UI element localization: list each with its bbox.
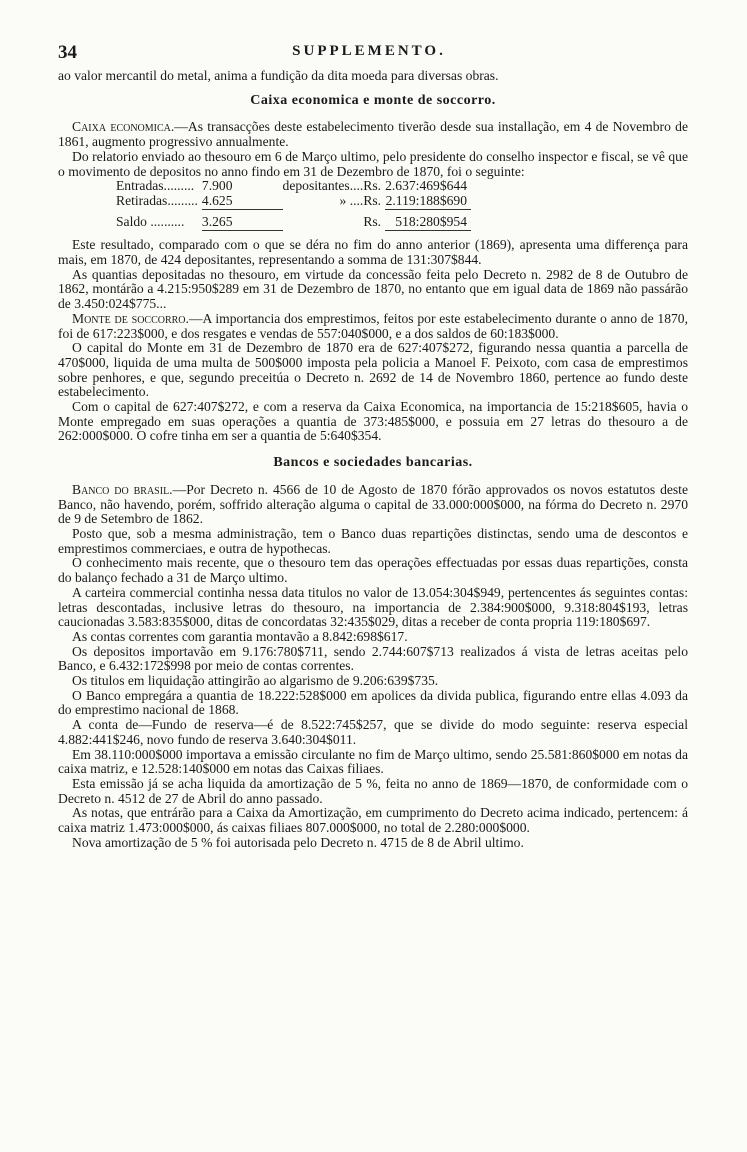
row-unit: » ....Rs. [339, 193, 382, 209]
paragraph-banco-13: Nova amortização de 5 % foi autorisada pelo Decreto n. 4715 de 8 de Abril ultimo. [72, 834, 524, 850]
deposits-table [116, 179, 471, 238]
paragraph-banco-5: As contas correntes com garantia montavão a 8.842:698$617. [72, 628, 408, 644]
paragraph-caixa-3: Este resultado, comparado com o que se déra no fim do anno anterior (1869), apresenta uma differença para mais, em 1870, de 424 depositantes, representando a somma de 131:307$844. [58, 237, 688, 268]
paragraph-banco-1: Banco do brasil.—Por Decreto n. 4566 de 10 de Agosto de 1870 fórão approvados os novos estatutos deste Banco, não havendo, porém, soffrido alteração alguma o capital de 33.000:000$000, na fórma do Decreto n. 2970 de 9 de Setembro de 1862. [58, 481, 688, 527]
paragraph-banco-9: A conta de—Fundo de reserva—é de 8.522:745$257, que se divide do modo seguinte: reserva especial 4.882:441$246, novo fundo de reserva 3.640:304$011. [58, 717, 688, 747]
paragraph-caixa-2: Do relatorio enviado ao thesouro em 6 de Março ultimo, pelo presidente do conselho inspector e fiscal, se vê que o movimento de depositos no anno findo em 31 de Dezembro de 1870, foi o seguinte: [58, 148, 688, 179]
run-in-label: Caixa economica. [72, 119, 175, 135]
row-value: 2.119:188$690 [385, 192, 468, 208]
page-number: 34 [58, 42, 77, 63]
page-header [58, 42, 680, 64]
table-row-total [116, 215, 471, 230]
row-label: Entradas......... [116, 178, 195, 194]
table-row [116, 179, 471, 194]
run-in-label: Banco do brasil. [72, 481, 173, 497]
paragraph-caixa-4: As quantias depositadas no thesouro, em virtude da concessão feita pelo Decreto n. 2982 de 8 de Outubro de 1862, montárão a 4.215:950$289 em 31 de Dezembro de 1870, no entanto que em igual data de 1869 não passárão de 3.450:024$775... [58, 266, 688, 312]
paragraph-monte-3: Com o capital de 627:407$272, e com a reserva da Caixa Economica, na importancia de 15:218$605, havia o Monte empregado em suas operações a quantia de 373:485$000, e possuia em 27 letras do thesouro a de 262:000$000. O cofre tinha em ser a quantia de 5:640$354. [58, 399, 688, 444]
paragraph-monte-2: O capital do Monte em 31 de Dezembro de 1870 era de 627:407$272, figurando nessa quantia a parcella de 470$000, liquida de uma multa de 500$000 imposta pela policia a Manoel F. Peixoto, com casa de emprestimos sobre penhores, e que, segundo preceitúa o Decreto n. 2692 de 14 de Novembro 1860, pertence ao fundo deste estabelecimento. [58, 340, 688, 400]
paragraph-caixa-1: Caixa economica.—As transacções deste estabelecimento tiverão desde sua installação, em 4 de Novembro de 1861, augmento progressivo annualmente. [58, 119, 688, 150]
paragraph-banco-8: O Banco empregára a quantia de 18.222:528$000 em apolices da divida publica, figurando entre ellas 4.093 da do emprestimo nacional de 1868. [58, 687, 688, 718]
row-label: Saldo .......... [116, 214, 185, 230]
section-title-bancos: Bancos e sociedades bancarias. [273, 455, 473, 471]
row-count: 7.900 [201, 178, 233, 194]
paragraph-banco-10: Em 38.110:000$000 importava a emissão circulante no fim de Março ultimo, sendo 25.581:860$000 em notas da caixa matriz, e 12.528:140$000 em notas das Caixas filiaes. [58, 746, 688, 777]
row-count: 3.265 [201, 214, 233, 230]
row-count: 4.625 [201, 192, 233, 208]
paragraph-banco-11: Esta emissão já se acha liquida da amortização de 5 %, feita no anno de 1869—1870, de conformidade com o Decreto n. 4512 de 27 de Abril do anno passado. [58, 775, 688, 806]
row-value: 2.637:469$644 [385, 178, 468, 194]
page-body [58, 69, 688, 850]
row-label: Retiradas......... [116, 193, 198, 209]
paragraph-banco-6: Os depositos importavão em 9.176:780$711, sendo 2.744:607$713 realizados á vista de letras aceitas pelo Banco, e 6.432:172$998 por meio de contas correntes. [58, 643, 688, 674]
paragraph-banco-12: As notas, que entrárão para a Caixa da Amortização, em cumprimento do Decreto acima indicado, pertencem: á caixa matriz 1.473:000$000, ás caixas filiaes 807.000$000, no total de 2.280:000$000. [58, 805, 688, 836]
paragraph-banco-2: Posto que, sob a mesma administração, tem o Banco duas repartições distinctas, sendo uma de descontos e emprestimos commerciaes, e outra de hypothecas. [58, 525, 688, 556]
row-value: 518:280$954 [395, 214, 468, 230]
paragraph-banco-4: A carteira commercial continha nessa data titulos no valor de 13.054:304$949, pertencentes ás seguintes contas: letras descontadas, inclusive letras do thesouro, na importancia de 2.384:900$000, 9.318:804$193, letras caucionadas 3.583:835$000, ditas de concordatas 32:435$029, ditas a receber de conta propria 119:180$697. [58, 584, 688, 630]
paragraph-monte-1: Monte de soccorro.—A importancia dos emprestimos, feitos por este estabelecimento durante o anno de 1870, foi de 617:223$000, e dos resgates e vendas de 557:040$000, e a dos saldos de 60:183$000. [58, 310, 688, 341]
row-unit: Rs. [363, 214, 382, 230]
row-unit: depositantes....Rs. [282, 178, 382, 194]
run-in-label: Monte de soccorro. [72, 310, 189, 326]
paragraph-banco-7: Os titulos em liquidação attingirão ao algarismo de 9.206:639$735. [72, 673, 439, 689]
running-title: SUPPLEMENTO. [292, 43, 446, 59]
intro-paragraph: ao valor mercantil do metal, anima a fundição da dita moeda para diversas obras. [58, 68, 499, 83]
paragraph-banco-3: O conhecimento mais recente, que o thesouro tem das operações effectuadas por essas duas repartições, consta do balanço fechado a 31 de Março ultimo. [58, 555, 688, 586]
section-title-caixa: Caixa economica e monte de soccorro. [250, 92, 496, 108]
table-row [116, 194, 471, 209]
